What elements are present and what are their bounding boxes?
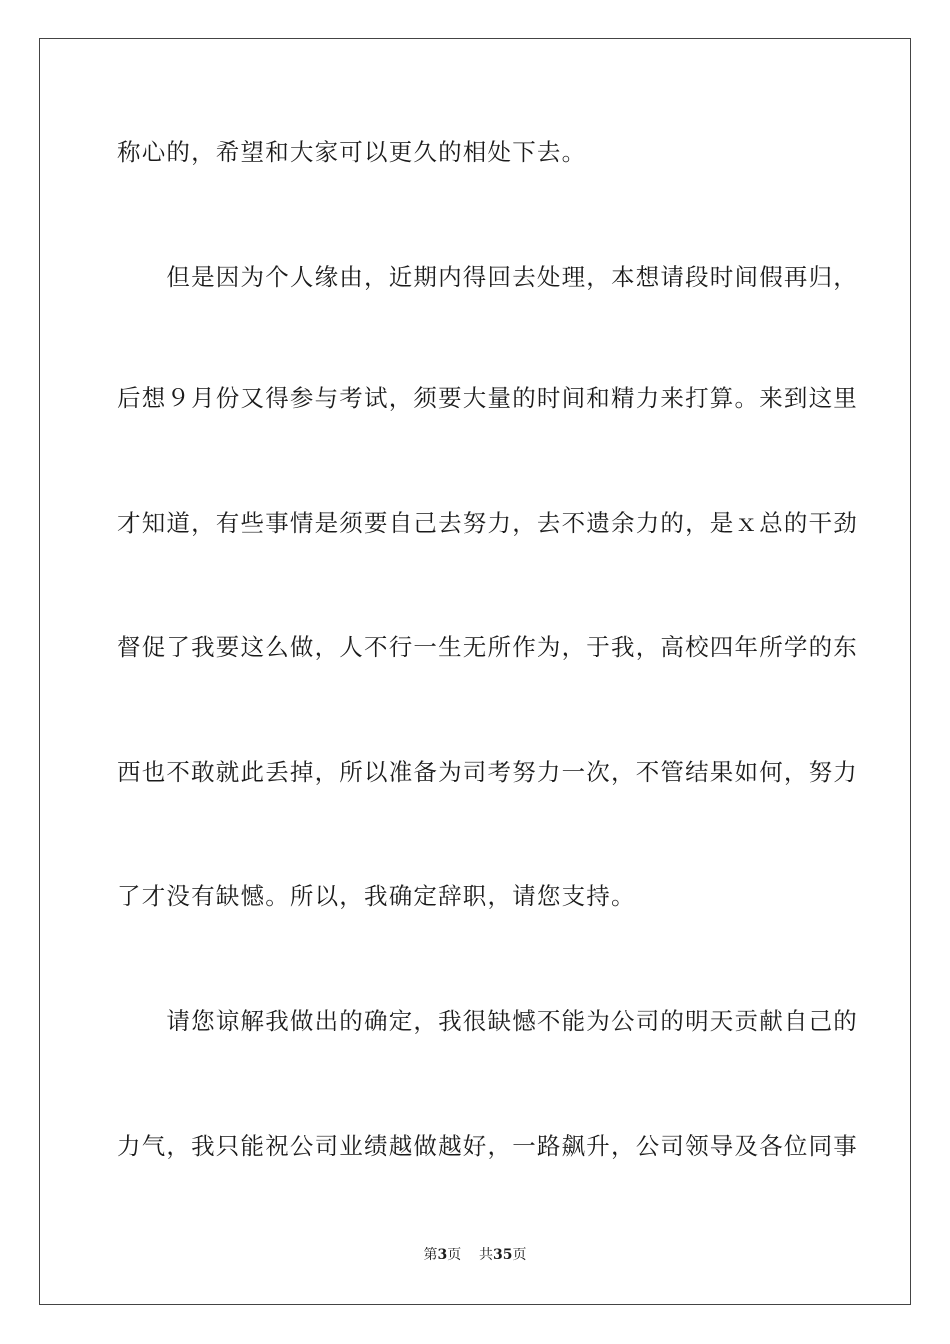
body-line-4: 才知道，有些事情是须要自己去努力，去不遗余力的，是ｘ总的干劲: [117, 509, 858, 537]
body-line-2: 但是因为个人缘由，近期内得回去处理，本想请段时间假再归，: [117, 263, 858, 291]
body-line-1: 称心的，希望和大家可以更久的相处下去。: [117, 138, 587, 166]
body-line-7: 了才没有缺憾。所以，我确定辞职，请您支持。: [117, 882, 636, 910]
footer-total-pages: 35: [493, 1247, 513, 1263]
body-line-9: 力气，我只能祝公司业绩越做越好，一路飙升，公司领导及各位同事: [117, 1132, 858, 1160]
page-border: [39, 38, 911, 1305]
body-line-5: 督促了我要这么做，人不行一生无所作为，于我，高校四年所学的东: [117, 633, 858, 661]
footer-page-number: 3: [437, 1247, 448, 1263]
footer-page-prefix: 第: [423, 1247, 438, 1263]
page-footer: [0, 1246, 950, 1264]
body-line-8: 请您谅解我做出的确定，我很缺憾不能为公司的明天贡献自己的: [117, 1007, 858, 1035]
footer-total-prefix: 共: [479, 1247, 494, 1263]
body-line-3: 后想９月份又得参与考试，须要大量的时间和精力来打算。来到这里: [117, 384, 858, 412]
footer-total-suffix: 页: [512, 1247, 527, 1263]
body-line-6: 西也不敢就此丢掉，所以准备为司考努力一次，不管结果如何，努力: [117, 758, 858, 786]
footer-page-suffix: 页: [447, 1247, 462, 1263]
